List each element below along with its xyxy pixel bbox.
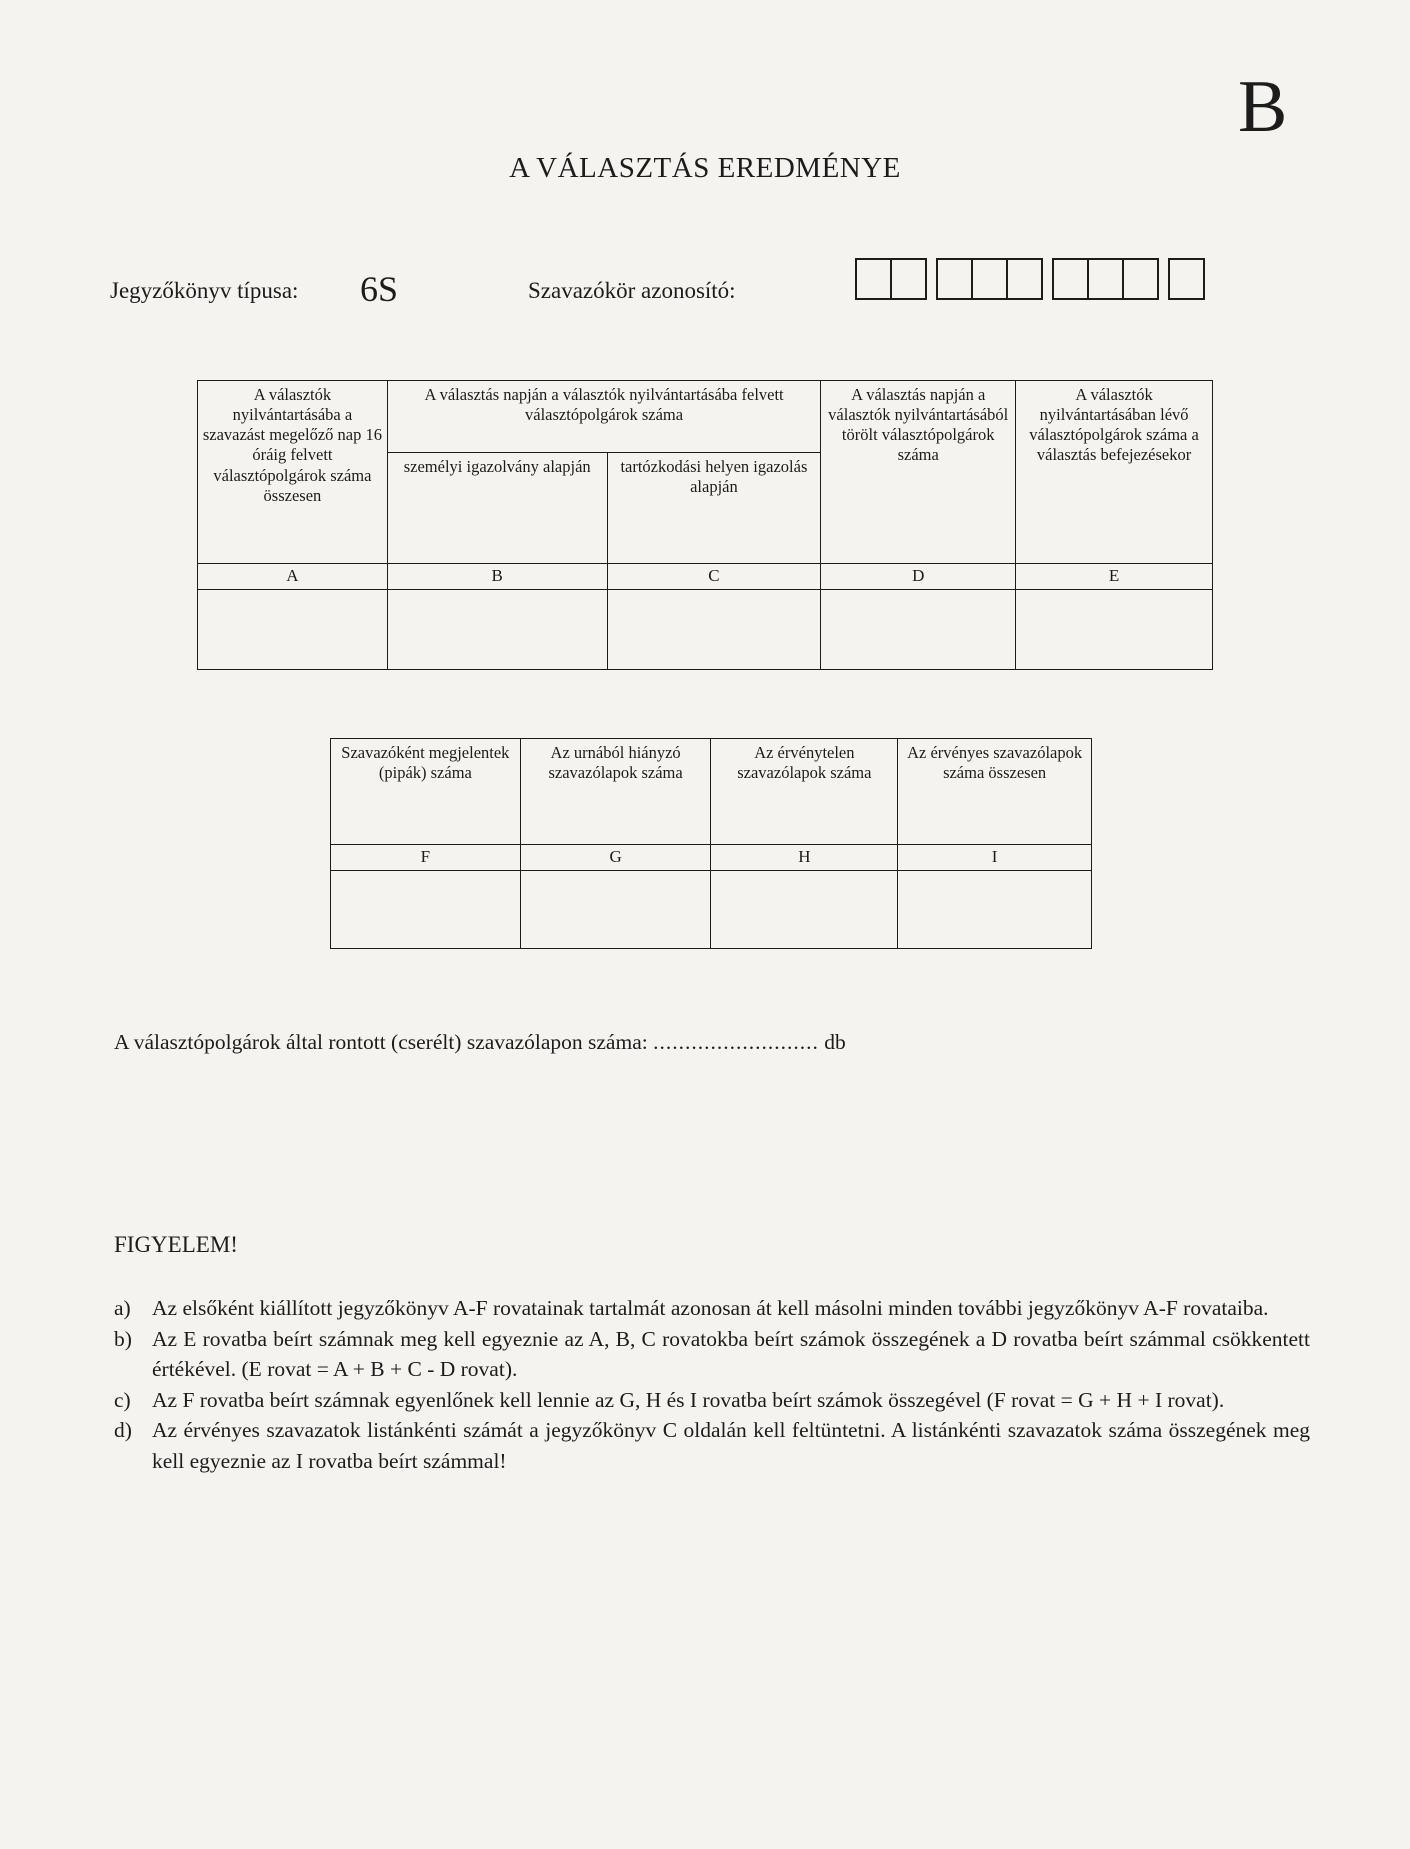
value-cell-a[interactable] — [198, 590, 388, 670]
spoiled-ballots-line — [114, 1030, 846, 1055]
page-title: A VÁLASZTÁS EREDMÉNYE — [509, 152, 901, 184]
spoiled-ballots-label: A választópolgárok által rontott (cserélt) szavazólapon száma: — [114, 1030, 648, 1054]
col-bc-header: A választás napján a választók nyilvántartásába felvett választópolgárok száma — [387, 381, 820, 453]
col-i-header: Az érvényes szavazólapok száma összesen — [898, 739, 1092, 845]
col-e-header: A választók nyilvántartásában lévő választópolgárok száma a választás befejezésekor — [1016, 381, 1213, 564]
note-mark: a) — [114, 1296, 131, 1320]
value-cell-g[interactable] — [520, 871, 711, 949]
station-id-box[interactable] — [1052, 258, 1089, 300]
value-cell-i[interactable] — [898, 871, 1092, 949]
note-item — [114, 1415, 1310, 1476]
col-letter: F — [331, 845, 521, 871]
col-c-header: tartózkodási helyen igazolás alapján — [607, 453, 821, 564]
warning-notes — [114, 1293, 1310, 1476]
note-item — [114, 1385, 1310, 1416]
warning-title: FIGYELEM! — [114, 1232, 238, 1257]
page-letter: B — [1238, 66, 1288, 148]
value-cell-h[interactable] — [711, 871, 898, 949]
spoiled-ballots-field[interactable]: .......................... — [653, 1030, 819, 1054]
col-g-header: Az urnából hiányzó szavazólapok száma — [520, 739, 711, 845]
station-id-label: Szavazókör azonosító: — [528, 278, 736, 303]
col-b-header: személyi igazolvány alapján — [387, 453, 607, 564]
col-letter: A — [198, 564, 388, 590]
protocol-type-label: Jegyzőkönyv típusa: — [110, 278, 299, 303]
station-id-box[interactable] — [855, 258, 892, 300]
station-id-box[interactable] — [971, 258, 1008, 300]
col-letter: E — [1016, 564, 1213, 590]
station-id-box[interactable] — [1168, 258, 1205, 300]
ballot-count-table — [330, 738, 1092, 949]
col-d-header: A választás napján a választók nyilvántartásából törölt választópolgárok száma — [821, 381, 1016, 564]
note-item — [114, 1324, 1310, 1385]
col-letter: H — [711, 845, 898, 871]
voter-register-table — [197, 380, 1213, 670]
value-cell-c[interactable] — [607, 590, 821, 670]
note-item — [114, 1293, 1310, 1324]
station-id-box[interactable] — [1087, 258, 1124, 300]
note-text: Az F rovatba beírt számnak egyenlőnek kell lennie az G, H és I rovatba beírt számok összegével (F rovat = G + H + I rovat). — [152, 1387, 1225, 1412]
station-id-box[interactable] — [1006, 258, 1043, 300]
value-cell-e[interactable] — [1016, 590, 1213, 670]
col-letter: I — [898, 845, 1092, 871]
col-letter: G — [520, 845, 711, 871]
col-letter: C — [607, 564, 821, 590]
value-cell-d[interactable] — [821, 590, 1016, 670]
station-id-boxes[interactable] — [857, 258, 1205, 300]
station-id-box[interactable] — [1122, 258, 1159, 300]
station-id-box[interactable] — [890, 258, 927, 300]
note-text: Az érvényes szavazatok listánkénti számát a jegyzőkönyv C oldalán kell feltüntetni. A listánkénti szavazatok száma összegének meg kell egyeznie az I rovatba beírt számmal! — [152, 1418, 1310, 1473]
col-a-header: A választók nyilvántartásába a szavazást megelőző nap 16 óráig felvett választópolgárok száma összesen — [198, 381, 388, 564]
station-id-box[interactable] — [936, 258, 973, 300]
note-text: Az elsőként kiállított jegyzőkönyv A-F rovatainak tartalmát azonosan át kell másolni minden további jegyzőkönyv A-F rovataiba. — [152, 1296, 1269, 1320]
value-cell-b[interactable] — [387, 590, 607, 670]
note-mark: b) — [114, 1326, 132, 1351]
note-mark: c) — [114, 1387, 131, 1412]
col-letter: D — [821, 564, 1016, 590]
spoiled-ballots-unit: db — [824, 1030, 846, 1054]
col-h-header: Az érvénytelen szavazólapok száma — [711, 739, 898, 845]
col-f-header: Szavazóként megjelentek (pipák) száma — [331, 739, 521, 845]
note-mark: d) — [114, 1418, 132, 1443]
value-cell-f[interactable] — [331, 871, 521, 949]
note-text: Az E rovatba beírt számnak meg kell egyeznie az A, B, C rovatokba beírt számok összegének a D rovatba beírt számmal csökkentett értékével. (E rovat = A + B + C - D rovat). — [152, 1326, 1310, 1382]
col-letter: B — [387, 564, 607, 590]
protocol-type-value: 6S — [360, 269, 399, 309]
